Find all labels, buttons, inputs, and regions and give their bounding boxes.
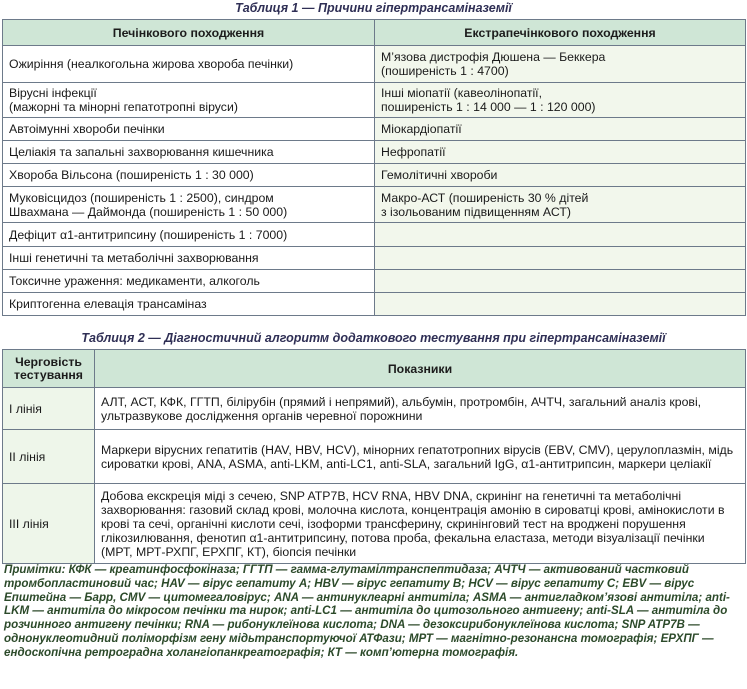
- extrahepatic-cause: Гемолітичні хвороби: [375, 164, 746, 187]
- extrahepatic-cause: Макро-АСТ (поширеність 30 % дітей з ізольованим підвищенням АСТ): [375, 187, 746, 223]
- hepatic-cause: Вірусні інфекції (мажорні та мінорні гепатотропні віруси): [3, 83, 375, 118]
- extrahepatic-cause-empty: [375, 223, 746, 247]
- table-row: [3, 484, 746, 564]
- table-row: [3, 141, 746, 164]
- hepatic-cause: Целіакія та запальні захворювання кишечника: [3, 141, 375, 164]
- extrahepatic-cause: Нефропатії: [375, 141, 746, 164]
- table-row: [3, 46, 746, 83]
- table-header-row: [3, 350, 746, 388]
- hepatic-cause: Дефіцит α1-антитрипсину (поширеність 1 : 7000): [3, 223, 375, 247]
- extrahepatic-cause: Міокардіопатії: [375, 118, 746, 141]
- testing-line: II лінія: [3, 430, 95, 484]
- header-hepatic: Печінкового походження: [3, 20, 375, 46]
- hepatic-cause: Муковісцидоз (поширеність 1 : 2500), синдром Швахмана — Даймонда (поширеність 1 : 50 000): [3, 187, 375, 223]
- table-row: [3, 164, 746, 187]
- hepatic-cause: Токсичне ураження: медикаменти, алкоголь: [3, 270, 375, 293]
- causes-table: [2, 19, 746, 316]
- indicators: АЛТ, АСТ, КФК, ГГТП, білірубін (прямий і непрямий), альбумін, протромбін, АЧТЧ, загальний аналіз крові, ультразвукове дослідження органів черевної порожнини: [95, 388, 746, 430]
- hepatic-cause: Автоімунні хвороби печінки: [3, 118, 375, 141]
- table-row: [3, 247, 746, 270]
- extrahepatic-cause-empty: [375, 270, 746, 293]
- table-header-row: [3, 20, 746, 46]
- table-row: [3, 187, 746, 223]
- header-indicators: Показники: [95, 350, 746, 388]
- header-order: Черговість тестування: [3, 350, 95, 388]
- hepatic-cause: Хвороба Вільсона (поширеність 1 : 30 000): [3, 164, 375, 187]
- extrahepatic-cause-empty: [375, 293, 746, 316]
- cause-text-part: Інші міопатії (кавеолінопатії, поширеність 1 : 14 000 — 1 : 120 000): [381, 86, 596, 114]
- header-extrahepatic: Екстрапечінкового походження: [375, 20, 746, 46]
- algorithm-table: [2, 349, 746, 564]
- extrahepatic-cause: [375, 83, 746, 118]
- table2-caption: Таблиця 2 — Діагностичний алгоритм додаткового тестування при гіпертрансаміназемії: [81, 331, 666, 345]
- hepatic-cause: Інші генетичні та метаболічні захворювання: [3, 247, 375, 270]
- table-row: [3, 223, 746, 247]
- table-row: [3, 83, 746, 118]
- extrahepatic-cause: М’язова дистрофія Дюшена — Беккера (поширеність 1 : 4700): [375, 46, 746, 83]
- notes-paragraph: Примітки: КФК — креатинфосфокіназа; ГГТП — гамма-глутамілтранспептидаза; АЧТЧ — активований частковий тромбопластиновий час; HAV — вірус гепатиту A; HBV — вірус гепатиту B; HCV — вірус гепатиту C; EBV — вірус Епштейна — Барр, CMV — цитомегаловірус; ANA — антинуклеарні антитіла; ASMA — антигладком’язові антитіла; anti-LKM — антитіла до мікросом печінки та нирок; anti-LC1 — антитіла до цитозольного антигену; anti-SLA — антитіла до розчинного антигену печінки; RNA — рибонуклеїнова кислота; DNA — дезоксирибонуклеїнова кислота; SNP ATP7B — однонуклеотидний поліморфізм гену мідьтранспортуючої АТФази; МРТ — магнітно-резонансна томографія; ЕРХПГ — ендоскопічна ретроградна холангіопанкреатографія; КТ — комп’ютерна томографія.: [4, 563, 730, 659]
- hepatic-cause: Криптогенна елевація трансаміназ: [3, 293, 375, 316]
- testing-line: III лінія: [3, 484, 95, 564]
- table-row: [3, 430, 746, 484]
- extrahepatic-cause-empty: [375, 247, 746, 270]
- table-row: [3, 388, 746, 430]
- table-row: [3, 270, 746, 293]
- indicators: Добова екскреція міді з сечею, SNP ATP7B, HCV RNA, HBV DNA, скринінг на генетичні та метаболічні захворювання: газовий склад крові, молочна кислота, концентрація амонію в сироватці крові, амінокислоти в крові та сечі, органічні кислоти сечі, ізоформи трансферину, скринінговий тест на вроджені порушення глікозилювання, фенотип α1-антитрипсину, потова проба, фекальна еластаза, методи візуалізації печінки (МРТ, МРТ-РХПГ, ЕРХПГ, КТ), біопсія печінки: [95, 484, 746, 564]
- table-row: [3, 293, 746, 316]
- hepatic-cause: Ожиріння (неалкогольна жирова хвороба печінки): [3, 46, 375, 83]
- testing-line: I лінія: [3, 388, 95, 430]
- indicators: Маркери вірусних гепатитів (HAV, HBV, HCV), мінорних гепатотропних вірусів (EBV, CMV), церулоплазмін, мідь сироватки крові, ANA, ASMA, anti-LKM, anti-LC1, anti-SLA, загальний IgG, α1-антитрипсин, маркери целіакії: [95, 430, 746, 484]
- table-row: [3, 118, 746, 141]
- table1-caption: Таблиця 1 — Причини гіпертрансаміназемії: [235, 1, 512, 15]
